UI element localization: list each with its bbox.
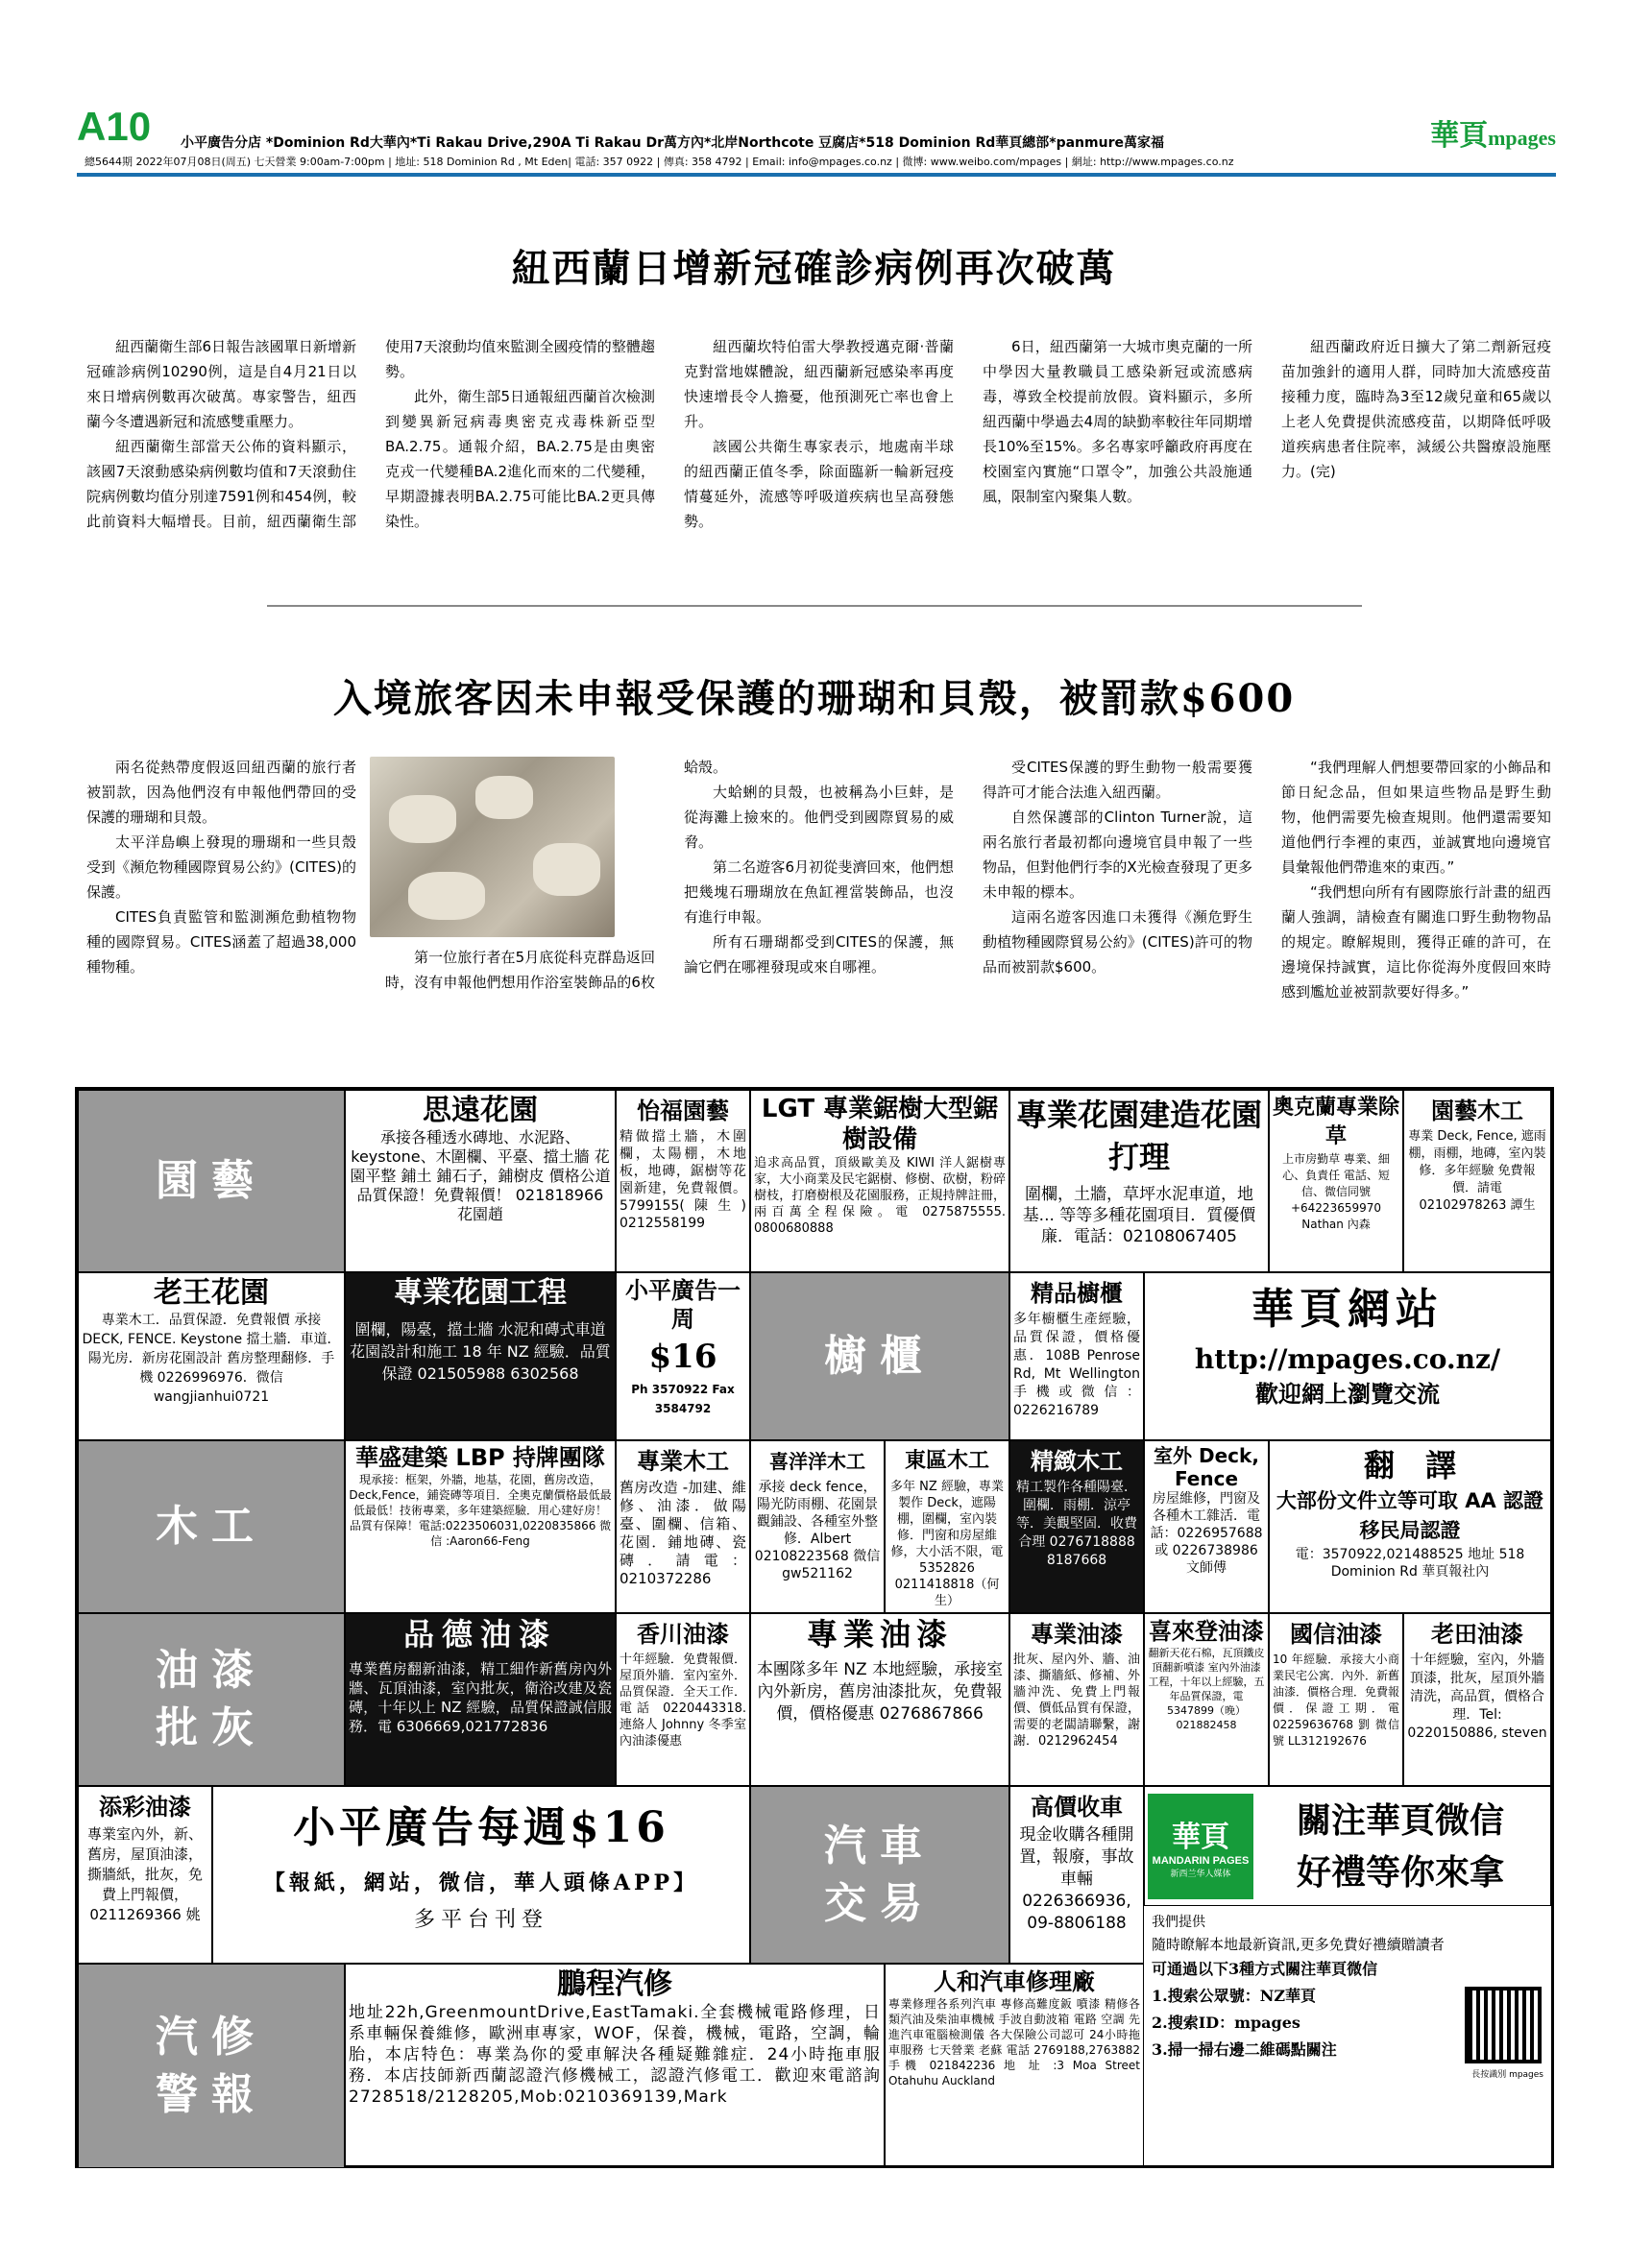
ad-guoxin-painting: 國信油漆 10 年經驗．承接大小商業民宅公寓．內外．新舊油漆．價格合理．免費報價．保證工期．電 02259636768 劉 微信號 LL312192676	[1269, 1613, 1403, 1786]
ad-weed-removal: 奧克蘭專業除草 上市房勤草 專業、細心、負責任 電話、短信、微信同號 +64223659970 Nathan 內森	[1269, 1090, 1403, 1272]
header-rule	[77, 173, 1556, 177]
ad-cabinet: 精品櫥櫃 多年櫥櫃生產經驗，品質保證，價格優惠．108B Penrose Rd, Mt Wellington 手機或微信：0226216789	[1009, 1272, 1144, 1440]
article2-title: 入境旅客因未申報受保護的珊瑚和貝殼，被罰款$600	[332, 676, 1296, 721]
page-header	[77, 104, 1556, 168]
category-auto-repair: 汽修 警報	[78, 1964, 345, 2168]
ad-yifu-garden: 怡福園藝 精做擋土牆，木圍欄，太陽棚，木地板，地磚，鋸樹等花園新建，免費報價。5799155(陳生) 0212558199	[616, 1090, 750, 1272]
qr-code-icon[interactable]	[1465, 1987, 1542, 2063]
ad-garden-carpentry: 園藝木工 專業 Deck, Fence, 遮雨棚，雨棚，地磚，室內裝修．多年經驗 免費報價．請電 02102978263 譚生	[1403, 1090, 1551, 1272]
article1-text: 紐西蘭衛生部6日報告該國單日新增新冠確診病例10290例，這是自4月21日以來日增病例數再次破萬。專家警告，紐西蘭今冬遭遇新冠和流感雙重壓力。 紐西蘭衛生部當天公佈的資料顯示，該國7天滾動感染病例數均值和7天滾動住院病例數均值分別達7591例和454例，較此前資料大幅增長。目前，紐西蘭衛生部使用7天滾動均值來監測全國疫情的整體趨勢。 此外，衛生部5日通報紐西蘭首次檢測到變異新冠病毒奧密克戎毒株新亞型BA.2.75。通報介紹，BA.2.75是由奧密克戎一代變種BA.2進化而來的二代變種，早期證據表明BA.2.75可能比BA.2更具傳染性。 紐西蘭坎特伯雷大學教授邁克爾·普蘭克對當地媒體說，紐西蘭新冠感染率再度快速增長令人擔憂，他預測死亡率也會上升。 該國公共衛生專家表示，地處南半球的紐西蘭正值冬季，除面臨新一輪新冠疫情蔓延外，流感等呼吸道疾病也呈高發態勢。 6日，紐西蘭第一大城市奧克蘭的一所中學因大量教職員工感染新冠或流感病毒，導致全校提前放假。資料顯示，多所紐西蘭中學過去4周的缺勤率較往年同期增長10%至15%。多名專家呼籲政府再度在校園室內實施“口罩令”，加強公共設施通風，限制室內聚集人數。 紐西蘭政府近日擴大了第二劑新冠疫苗加強針的適用人群，同時加大流感疫苗接種力度，臨時為3至12歲兒童和65歲以上老人免費提供流感疫苗，以期降低呼吸道疾病患者住院率，減緩公共醫療設施壓力。(完)	[86, 338, 1551, 530]
ad-garden-build: 專業花園建造花園打理 圍欄，土牆，草坪水泥車道，地基... 等等多種花園項目．質優價廉．電話：02108067405	[1009, 1090, 1269, 1272]
ad-pengcheng-auto: 鵬程汽修 地址22h,GreenmountDrive,EastTamaki.全套機械電路修理，日系車輛保養維修，歐洲車專家，WOF，保養，機械，電路，空調，輪胎，本店特色：專業為你的愛車解決各種疑難雜症．24小時拖車服務．本店技師新西蘭認證汽修機械工，認證汽修電工．歡迎來電諮詢 2728518/2128205,Mob:0210369139,Mark	[345, 1964, 885, 2168]
ad-east-carpentry: 東區木工 多年 NZ 經驗，專業製作 Deck，遮陽棚，圍欄，室內裝修．門窗和房屋維修，大小活不限，電 5352826 0211418818（何生）	[885, 1440, 1009, 1613]
category-cabinet: 櫥櫃	[750, 1272, 1009, 1440]
ad-xiangchuan-painting: 香川油漆 十年經驗．免費報價．屋頂外牆．室內室外．品質保證．全天工作．電話 0220443318. 連絡人 Johnny 冬季室內油漆優惠	[616, 1613, 750, 1786]
ad-wechat-follow: 華頁 MANDARIN PAGES 新西兰华人媒体 關注華頁微信 好禮等你來拿	[1144, 1786, 1551, 1906]
ad-outdoor-deck: 室外 Deck, Fence 房屋維修，門窗及各種木工雜活．電話：0226957688 或 0226738986 文師傅	[1144, 1440, 1269, 1613]
ad-huasheng-build: 華盛建築 LBP 持牌團隊 現承接：框架，外牆，地基，花園，舊房改造，Deck,Fence，鋪瓷磚等項目．全奧克蘭價格最低最低最低！技術專業，多年建築經驗．用心建好房！品質有保障！電話:0223506031,0220835866 微信 :Aaron66-Feng	[345, 1440, 616, 1613]
article2-text: 兩名從熱帶度假返回紐西蘭的旅行者被罰款，因為他們沒有申報他們帶回的受保護的珊瑚和貝殼。 太平洋島嶼上發現的珊瑚和一些貝殼受到《瀕危物種國際貿易公約》(CITES)的保護。 CITES負責監管和監測瀕危動植物物種的國際貿易。CITES涵蓋了超過38,000種物種。 第一位旅行者在5月底從科克群島返回時，沒有申報他們想用作浴室裝飾品的6枚蛤殼。 大蛤蜊的貝殼，也被稱為小巨蚌，是從海灘上撿來的。他們受到國際貿易的威脅。 第二名遊客6月初從斐濟回來，他們想把幾塊石珊瑚放在魚缸裡當裝飾品，也沒有進行申報。 所有石珊瑚都受到CITES的保護，無論它們在哪裡發現或來自哪裡。 受CITES保護的野生動物一般需要獲得許可才能合法進入紐西蘭。 自然保護部的Clinton Turner說，這兩名旅行者最初都向邊境官員申報了一些物品，但對他們行李的X光檢查發現了更多未申報的標本。 這兩名遊客因進口未獲得《瀕危野生動植物種國際貿易公約》(CITES)許可的物品而被罰款$600。 “我們理解人們想要帶回家的小飾品和節日紀念品，但如果這些物品是野生動物，他們需要先檢查規則。他們還需要知道他們行李裡的東西，並誠實地向邊境官員彙報他們帶進來的東西。” “我們想向所有有國際旅行計畫的紐西蘭人強調，請檢查有關進口野生動物物品的規定。瞭解規則，獲得正確的許可，在邊境保持誠實，這比你從海外度假回來時感到尷尬並被罰款要好得多。”	[86, 759, 1551, 1001]
ad-car-buy: 高價收車 現金收購各種開置，報廢，事故車輛 0226366936, 09-8806188	[1009, 1786, 1144, 1964]
article1-title: 紐西蘭日增新冠確診病例再次破萬	[511, 246, 1117, 291]
ad-mpages-website[interactable]: 華頁網站 http://mpages.co.nz/ 歡迎網上瀏覽交流	[1144, 1272, 1551, 1440]
ad-wechat-methods: 我們提供 隨時瞭解本地最新資訊,更多免費好禮續贈讀者 可通過以下3種方式關注華頁微信 1.搜索公眾號：NZ華頁 2.搜索ID：mpages 3.掃一掃右邊二維碼點關注 長按識別 mpages	[1152, 1915, 1543, 2080]
category-carpentry: 木工	[78, 1440, 345, 1613]
article2-body	[86, 755, 1551, 1033]
ad-laotian-painting: 老田油漆 十年經驗，室內，外牆頂漆，批灰，屋頂外牆清洗，高品質，價格合理．Tel: 0220150886, steven	[1403, 1613, 1551, 1786]
mpages-badge: 華頁 MANDARIN PAGES 新西兰华人媒体	[1148, 1794, 1253, 1899]
ad-pro-painting-2: 專業油漆 批灰、屋內外、牆、油漆、撕牆紙、修補、外牆沖洗、免費上門報價、價低品質有保證，需要的老闆請聯繫，謝謝．0212962454	[1009, 1613, 1144, 1786]
category-garden: 園藝	[78, 1090, 345, 1272]
ad-xiaoping-16: 小平廣告每週$16 【報紙，網站，微信，華人頭條APP】 多平台刊登	[212, 1786, 750, 1964]
mpages-logo: 華頁mpages	[1430, 119, 1556, 153]
ad-pro-carpentry: 專業木工 舊房改造 -加建、維修、油漆．做陽臺、圍欄、信箱、花園．鋪地磚、瓷磚．請電：0210372286	[616, 1440, 750, 1613]
ad-fine-carpentry: 精緻木工 精工製作各種陽臺．圍欄．雨棚．涼亭等．美觀堅固．收費合理 0276718888 8187668	[1009, 1440, 1144, 1613]
article1-body	[86, 334, 1551, 536]
category-painting: 油漆 批灰	[78, 1613, 345, 1786]
shells-photo	[370, 757, 615, 937]
branch-list: 小平廣告分店 *Dominion Rd大華內*Ti Rakau Drive,290A Ti Rakau Dr萬方內*北岸Northcote 豆腐店*518 Dominion Rd華頁總部*panmure萬家福	[181, 135, 1164, 151]
category-car-trade: 汽車 交易	[750, 1786, 1009, 1964]
ad-xiaoping-weekly: 小平廣告一周 $16 Ph 3570922 Fax 3584792	[616, 1272, 750, 1440]
issue-info: 總5644期 2022年07月08日(周五) 七天營業 9:00am-7:00pm | 地址: 518 Dominion Rd , Mt Eden| 電話: 357 0922 | 傳真: 358 4792 | Email: info@mpages.co.nz | 微博: www.weibo.com/mpages | 網址: http://www.mpages.co.nz	[85, 156, 1234, 168]
section-divider	[267, 605, 1362, 607]
ad-laowang-garden: 老王花園 專業木工．品質保證．免費報價 承接 DECK, FENCE. Keystone 擋土牆．車道．陽光房．新房花園設計 舊房整理翻修．手機 0226996976．微信 wangjianhui0721	[78, 1272, 345, 1440]
ad-garden-engineering: 專業花園工程 圍欄，陽臺，擋土牆 水泥和磚式車道 花園設計和施工 18 年 NZ 經驗．品質保證 021505988 6302568	[345, 1272, 616, 1440]
ad-lgt-tree: LGT 專業鋸樹大型鋸樹設備 追求高品質，頂級歐美及 KIWI 洋人鋸樹專家，大小商業及民宅鋸樹、修樹、砍樹，粉碎樹枝，打磨樹根及花園服務，正規持牌註冊，兩百萬全程保險。電 0275875555. 0800680888	[750, 1090, 1009, 1272]
ad-xiyangyang-carpentry: 喜洋洋木工 承接 deck fence，陽光防雨棚、花園景觀鋪設、各種室外整修．Albert 02108223568 微信 gw521162	[750, 1440, 885, 1613]
classified-ads	[75, 1087, 1554, 2168]
ad-translation: 翻 譯 大部份文件立等可取 AA 認證 移民局認證 電：3570922,021488525 地址 518 Dominion Rd 華頁報社內	[1269, 1440, 1551, 1613]
ad-pinde-painting: 品德油漆 專業舊房翻新油漆，精工細作新舊房內外牆、瓦頂油漆，室內批灰，衛浴改建及瓷磚，十年以上 NZ 經驗，品質保證誠信服務．電 6306669,021772836	[345, 1613, 616, 1786]
page-number: A10	[77, 104, 152, 149]
ad-xilaideng-painting: 喜來登油漆 翻新天花石棉，瓦頂鐵皮頂翻新噴漆 室內外油漆工程，十年以上經驗，五年品質保證，電 5347899（晚） 021882458	[1144, 1613, 1269, 1786]
ad-renhe-auto: 人和汽車修理廠 專業修理各系列汽車 專修高難度鈑 噴漆 精修各類汽油及柴油車機械 手波自動波箱 電路 空調 先進汽車電腦檢測儀 各大保險公司認可 24小時拖車服務 七天營業 老蘇 電話 2769188,2763882 手機 021842236 地 址 :3 Moa Street Otahuhu Auckland	[885, 1964, 1144, 2168]
ad-pro-painting: 專業油漆 本團隊多年 NZ 本地經驗，承接室內外新房，舊房油漆批灰，免費報價，價格優惠 0276867866	[750, 1613, 1009, 1786]
ad-siyuan-garden: 思遠花園 承接各種透水磚地、水泥路、keystone、木圍欄、平臺、擋土牆 花園平整 鋪土 鋪石子，鋪樹皮 價格公道 品質保證！免費報價！ 021818966 花園趙	[345, 1090, 616, 1272]
ad-tiancai-painting: 添彩油漆 專業室內外，新、舊房，屋頂油漆，撕牆紙，批灰，免費上門報價，0211269366 姚	[78, 1786, 212, 1964]
